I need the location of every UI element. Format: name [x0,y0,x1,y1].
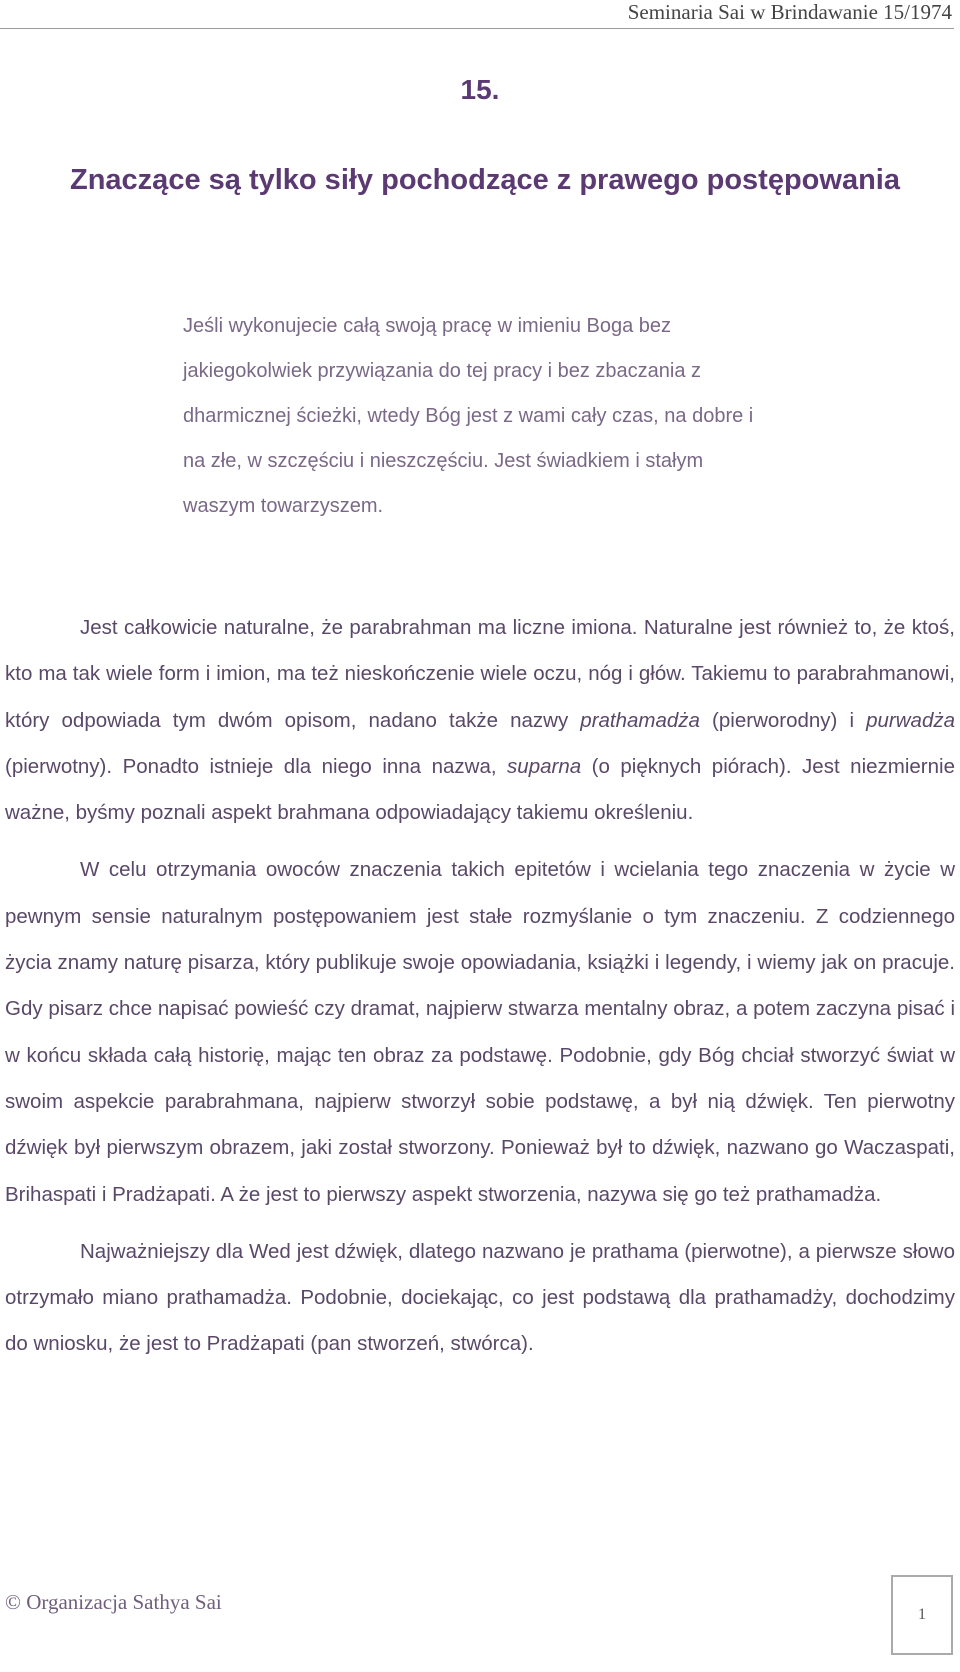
paragraph-1-part-e: (pierwotny). Ponadto istnieje dla niego inna nazwa, [5,754,508,778]
running-header [0,0,954,29]
page-number: 1 [918,1606,926,1623]
chapter-title: Znaczące są tylko siły pochodzące z prawego postępowania [70,164,900,196]
chapter-number: 15. [460,74,500,105]
paragraph-1-part-a: Jest całkowicie naturalne, że parabrahman ma liczne imiona. Naturalne jest również to, że ktoś, kto ma tak wiele form i imion, ma też nieskończenie wiele oczu, nóg i głów. Takiemu to parabrahmanowi, który odpowiada tym dwóm opisom, nadano także nazwy [5,616,955,732]
epigraph-quote: Jeśli wykonujecie całą swoją pracę w imieniu Boga bez jakiegokolwiek przywiązania do tej pracy i bez zbaczania z dharmicznej ścieżki, wtedy Bóg jest z wami cały czas, na dobre i na złe, w szczęściu i nieszczęściu. Jest świadkiem i stałym waszym towarzyszem. [183,315,754,517]
footer-copyright: © Organizacja Sathya Sai [5,1590,222,1614]
body-text [5,605,955,1368]
paragraph-1-part-c: (pierworodny) i [699,708,867,732]
term-prathamadza: prathamadża [580,708,700,732]
paragraph-1-part-g: (o pięknych piórach). Jest niezmiernie ważne, byśmy poznali aspekt brahmana odpowiadający takiemu określeniu. [5,754,955,825]
paragraph-2: W celu otrzymania owoców znaczenia takich epitetów i wcielania tego znaczenia w życie w pewnym sensie naturalnym postępowaniem jest stałe rozmyślanie o tym znaczeniu. Z codziennego życia znamy naturę pisarza, który publikuje swoje opowiadania, książki i legendy, i wiemy jak on pracuje. Gdy pisarz chce napisać powieść czy dramat, najpierw stwarza mentalny obraz, a potem zaczyna pisać i w końcu składa całą historię, mając ten obraz za podstawę. Podobnie, gdy Bóg chciał stworzyć świat w swoim aspekcie parabrahmana, najpierw stworzył sobie podstawę, a był nią dźwięk. Ten pierwotny dźwięk był pierwszym obrazem, jaki został stworzony. Ponieważ był to dźwięk, nazwano go Waczaspati, Brihaspati i Pradżapati. A że jest to pierwszy aspekt stworzenia, nazywa się go też prathamadża. [5,858,955,1206]
term-suparna: suparna [507,754,582,778]
paragraph-3: Najważniejszy dla Wed jest dźwięk, dlatego nazwano je prathama (pierwotne), a pierwsze słowo otrzymało miano prathamadża. Podobnie, dociekając, co jest podstawą dla prathamadży, dochodzimy do wniosku, że jest to Pradżapati (pan stworzeń, stwórca). [5,1239,955,1356]
running-title: Seminaria Sai w Brindawanie 15/1974 [627,0,952,24]
page-number-box [891,1575,953,1655]
paragraph-1 [5,605,955,836]
term-purwadza: purwadża [866,708,955,732]
